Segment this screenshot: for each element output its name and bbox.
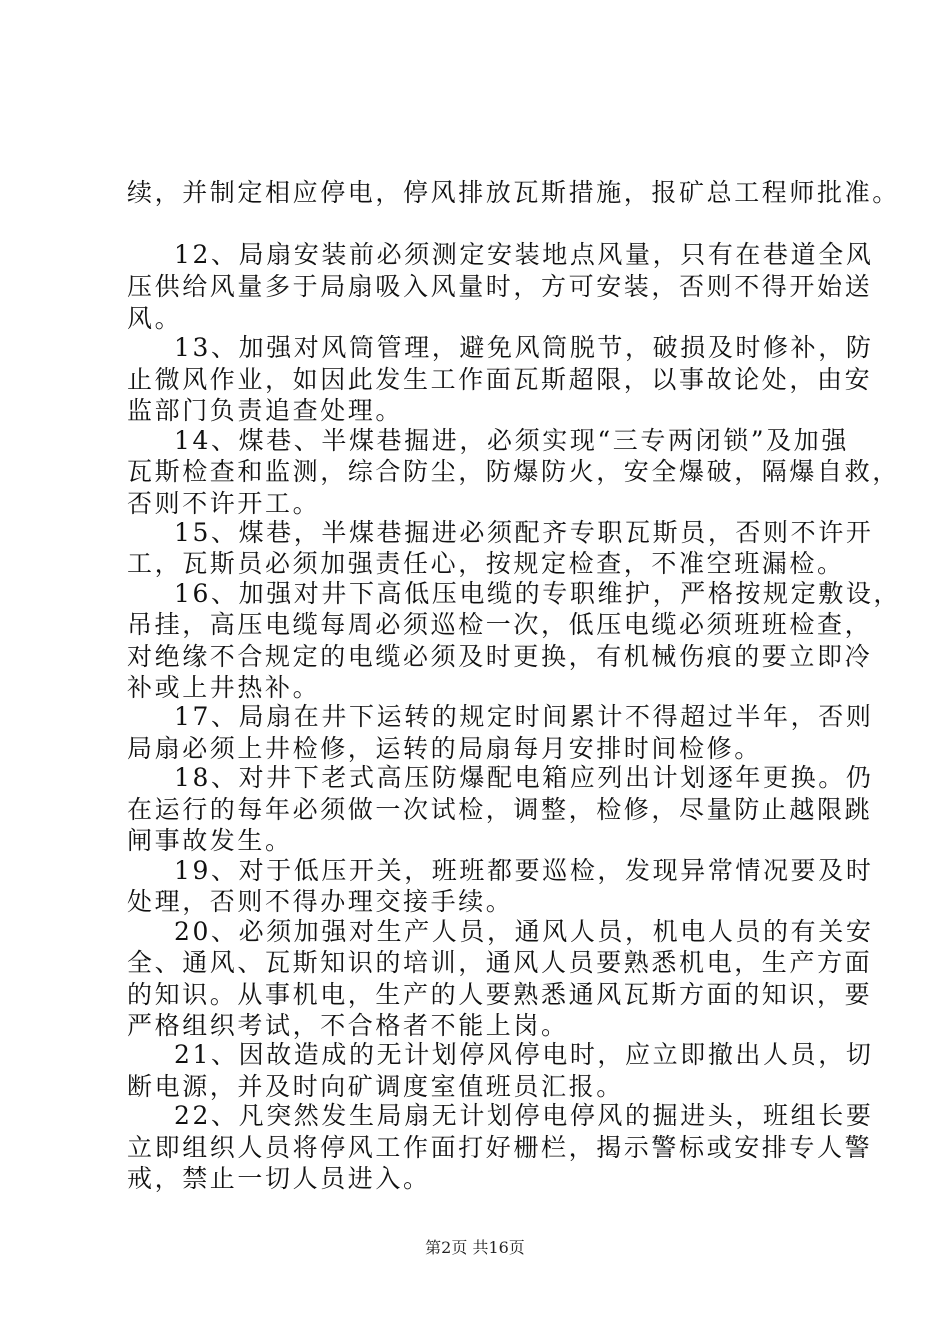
paragraph-12-line: 风。 (127, 304, 183, 333)
paragraph-20-line: 严格组织考试，不合格者不能上岗。 (127, 1011, 569, 1040)
paragraph-13-line: 止微风作业，如因此发生工作面瓦斯超限，以事故论处，由安 (127, 365, 873, 394)
paragraph-16-line: 吊挂，高压电缆每周必须巡检一次，低压电缆必须班班检查， (127, 610, 873, 639)
paragraph-14-line: 14、煤巷、半煤巷掘进，必须实现“三专两闭锁”及加强 (174, 426, 849, 455)
page-number-footer: 第2页 共16页 (425, 1238, 525, 1257)
paragraph-15-line: 15、煤巷，半煤巷掘进必须配齐专职瓦斯员，否则不许开 (174, 518, 874, 547)
paragraph-16-line: 补或上井热补。 (127, 673, 321, 702)
paragraph-18-line: 18、对井下老式高压防爆配电箱应列出计划逐年更换。仍 (174, 763, 874, 792)
paragraph-18-line: 在运行的每年必须做一次试检，调整，检修，尽量防止越限跳 (127, 795, 873, 824)
paragraph-14-line: 瓦斯检查和监测，综合防尘，防爆防火，安全爆破，隔爆自救， (127, 457, 900, 486)
paragraph-20-line: 20、必须加强对生产人员，通风人员，机电人员的有关安 (174, 917, 874, 946)
paragraph-14-line: 否则不许开工。 (127, 489, 321, 518)
paragraph-19-line: 19、对于低压开关，班班都要巡检，发现异常情况要及时 (174, 856, 874, 885)
paragraph-18-line: 闸事故发生。 (127, 826, 293, 855)
paragraph-17-line: 局扇必须上井检修，运转的局扇每月安排时间检修。 (127, 734, 762, 763)
paragraph-13-line: 监部门负责追查处理。 (127, 396, 404, 425)
paragraph-20-line: 全、通风、瓦斯知识的培训，通风人员要熟悉机电，生产方面 (127, 948, 873, 977)
paragraph-19-line: 处理，否则不得办理交接手续。 (127, 887, 514, 916)
paragraph-22-line: 戒，禁止一切人员进入。 (127, 1164, 431, 1193)
paragraph-16-line: 对绝缘不合规定的电缆必须及时更换，有机械伤痕的要立即冷 (127, 642, 873, 671)
paragraph-22-line: 22、凡突然发生局扇无计划停电停风的掘进头，班组长要 (174, 1101, 874, 1130)
paragraph-12-line: 12、局扇安装前必须测定安装地点风量，只有在巷道全风 (174, 240, 874, 269)
paragraph-13-line: 13、加强对风筒管理，避免风筒脱节，破损及时修补，防 (174, 333, 874, 362)
paragraph-17-line: 17、局扇在井下运转的规定时间累计不得超过半年，否则 (174, 702, 874, 731)
paragraph-20-line: 的知识。从事机电，生产的人要熟悉通风瓦斯方面的知识，要 (127, 980, 873, 1009)
paragraph-12-line: 压供给风量多于局扇吸入风量时，方可安装，否则不得开始送 (127, 272, 873, 301)
paragraph-16-line: 16、加强对井下高低压电缆的专职维护，严格按规定敷设， (174, 579, 902, 608)
text-line: 续，并制定相应停电，停风排放瓦斯措施，报矿总工程师批准。 (127, 178, 900, 207)
paragraph-15-line: 工，瓦斯员必须加强责任心，按规定检查，不准空班漏检。 (127, 549, 845, 578)
paragraph-21-line: 21、因故造成的无计划停风停电时，应立即撤出人员，切 (174, 1040, 874, 1069)
paragraph-21-line: 断电源，并及时向矿调度室值班员汇报。 (127, 1072, 624, 1101)
paragraph-22-line: 立即组织人员将停风工作面打好栅栏，揭示警标或安排专人警 (127, 1133, 873, 1162)
